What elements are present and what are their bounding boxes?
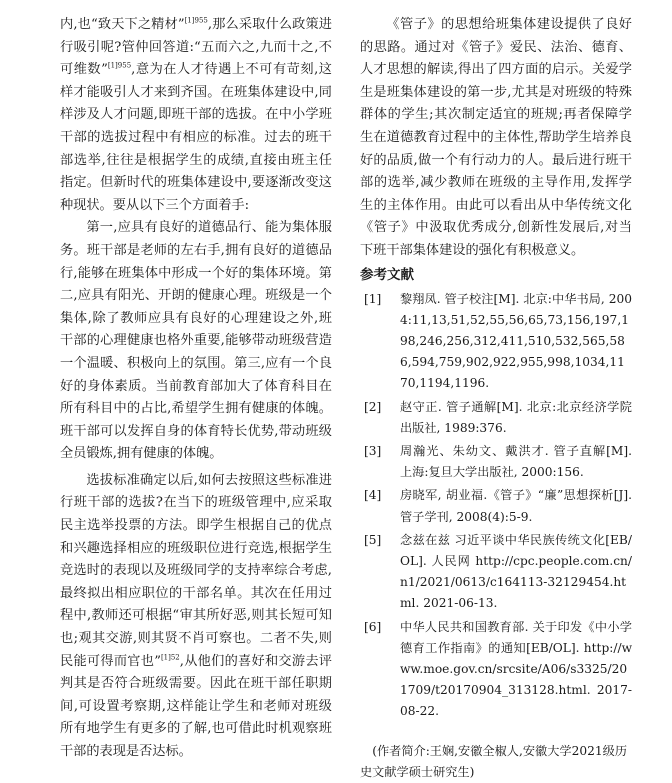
reference-text: 房晓军, 胡业福.《管子》“廉”思想探析[J]. 管子学刊, 2008(4):5-9. (400, 488, 632, 524)
reference-item (360, 441, 632, 483)
reference-number: [2] (364, 399, 382, 414)
references-list (360, 289, 632, 723)
citation-sup: [1]52 (160, 653, 180, 662)
citation-sup: [1]955 (184, 16, 208, 25)
left-p3-text-b: ,从他们的喜好和交游去评判其是否符合班级需要。因此在班干部任职期间,可设置考察期,这样能让学生和老师对班级所有地学生有更多的了解,也可借此时机观察班干部的表现是否达标。 (60, 653, 332, 759)
left-p1-text-b: ,那么采取什么政策进行吸引呢?管仲回答道:“五而六之,九而十之,不可维数” (60, 17, 332, 78)
reference-text: 黎翔凤. 管子校注[M]. 北京:中华书局, 2004:11,13,51,52,55,56,65,73,156,197,198,246,256,312,411,510,532,565,586,594,759,902,922,955,998,1034,1170,1194,1196. (400, 291, 632, 391)
citation-sup: [1]955 (107, 61, 132, 70)
left-paragraph-2: 第一,应具有良好的道德品行、能为集体服务。班干部是老师的左右手,拥有良好的道德品行,能够在班集体中形成一个好的集体环境。第二,应具有阳光、开朗的健康心理。班级是一个集体,除了教师应具有良好的心理建设之外,班干部的心理健康也格外重要,能够带动班级营造一个温暖、积极向上的氛围。第三,应有一个良好的身体素质。当前教育部加大了体育科目在所有科目中的占比,希望学生拥有健康的体魄。班干部可以发挥自身的体育特长优势,带动班级全员锻炼,拥有健康的体魄。 (60, 220, 332, 462)
reference-item (360, 617, 632, 723)
left-p1-text-a: 内,也“致天下之精材” (60, 17, 185, 32)
left-p1-text-c: ,意为在人才待遇上不可有苛刻,这样才能吸引人才来到齐国。在班集体建设中,同样涉及人才问题,即班干部的选拔。在中小学班干部的选拔过程中有相应的标准。过去的班干部选举,往往是根据学生的成绩,直接由班主任指定。但新时代的班集体建设中,要逐渐改变这种现状。要从以下三个方面着手: (60, 62, 332, 213)
reference-item (360, 397, 632, 439)
reference-item (360, 485, 632, 527)
conclusion-paragraph: 《管子》的思想给班集体建设提供了良好的思路。通过对《管子》爱民、法治、德育、人才思想的解读,得出了四方面的启示。关爱学生是班集体建设的第一步,尤其是对班级的特殊群体的学生;其次制定适宜的班规;再者保障学生在道德教育过程中的主体性,帮助学生培养良好的品质,做一个有行动力的人。最后进行班干部的选举,减少教师在班级的主导作用,发挥学生的主体作用。由此可以看出从中华传统文化《管子》中汲取优秀成分,创新性发展后,对当下班干部集体建设的强化有积极意义。 (360, 17, 632, 258)
left-p3-text-a: 选拔标准确定以后,如何去按照这些标准进行班干部的选拔?在当下的班级管理中,应采取民主选举投票的方法。即学生根据自己的优点和兴趣选择相应的班级职位进行竞选,根据学生竞选时的表现以及班级同学的支持率综合考虑,最终拟出相应职位的干部名单。其次在任用过程中,教师还可根据“审其所好恶,则其长短可知也;观其交游,则其贤不肖可察也。二者不失,则民能可得而官也” (60, 472, 332, 669)
references-title: 参考文献 (360, 266, 414, 283)
reference-number: [4] (364, 488, 382, 503)
reference-text: 赵守正. 管子通解[M]. 北京:北京经济学院出版社, 1989:376. (400, 399, 632, 435)
reference-number: [6] (364, 619, 382, 634)
reference-item (360, 289, 632, 395)
left-column (60, 14, 332, 764)
reference-number: [3] (364, 443, 382, 458)
left-paragraph-1 (60, 14, 332, 217)
reference-number: [5] (364, 532, 382, 547)
author-note: (作者简介:王娴,安徽全椒人,安徽大学2021级历史文献学硕士研究生) (360, 743, 628, 779)
reference-text: 周瀚光、朱幼文、戴洪才. 管子直解[M]. 上海:复旦大学出版社, 2000:156. (400, 443, 632, 480)
reference-text: 念兹在兹 习近平谈中华民族传统文化[EB/OL]. 人民网 http://cpc.people.com.cn/n1/2021/0613/c164113-32129454.html. 2021-06-13. (400, 532, 632, 611)
right-column (360, 14, 632, 783)
reference-item (360, 530, 632, 615)
left-paragraph-3 (60, 470, 332, 764)
reference-number: [1] (364, 291, 382, 306)
reference-text: 中华人民共和国教育部. 关于印发《中小学德育工作指南》的通知[EB/OL]. http://www.moe.gov.cn/srcsite/A06/s3325/201709/t20170904_313128.html. 2017-08-22. (400, 619, 632, 719)
